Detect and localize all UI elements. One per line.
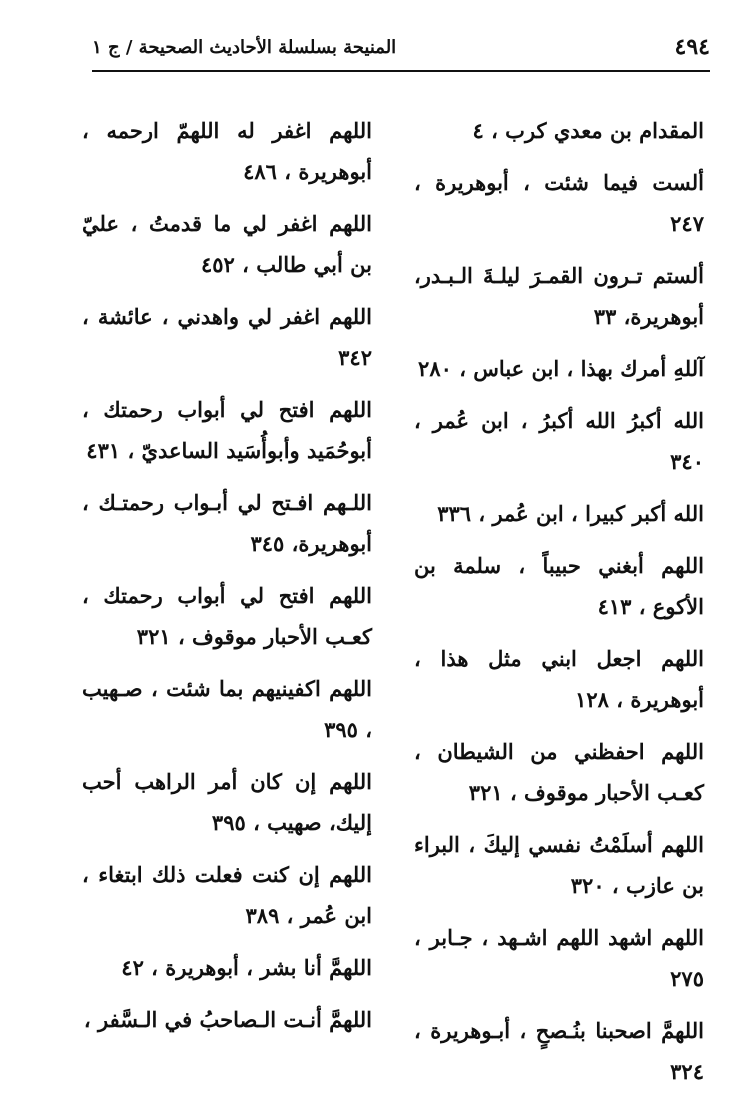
index-entry: اللهمَّ أنا بشر ، أبوهريرة ، ٤٢: [121, 955, 372, 980]
index-entry: اللهم اشهد اللهم اشـهد ، جـابر ، ٢٧٥: [414, 925, 704, 991]
index-entry: اللهم افتح لي أبواب رحمتك ، كعـب الأحبار موقوف ، ٣٢١: [82, 583, 372, 649]
index-column-right: [414, 110, 704, 1103]
index-entry: اللهم إن كان أمر الراهب أحب إليك، صهيب ، ٣٩٥: [82, 769, 372, 835]
index-entry: اللهم اكفينيهم بما شئت ، صـهيب ، ٣٩٥: [82, 676, 372, 742]
page-header: [92, 32, 710, 68]
index-entry: اللهم أسلَمْتُ نفسي إليكَ ، البراء بن عازب ، ٣٢٠: [414, 832, 704, 898]
index-entry: ألست فيما شئت ، أبوهريرة ، ٢٤٧: [414, 170, 704, 236]
index-column-left: [82, 110, 372, 1051]
index-entry: اللـهم افـتح لي أبـواب رحمتـك ، أبوهريرة، ٣٤٥: [82, 490, 372, 556]
index-entry: الله أكبرُ الله أكبرُ ، ابن عُمر ، ٣٤٠: [414, 408, 704, 474]
index-entry: اللهمَّ اصحبنا بنُـصحٍ ، أبـوهريرة ، ٣٢٤: [414, 1018, 704, 1084]
index-entry: المقدام بن معدي كرب ، ٤: [472, 118, 704, 143]
running-title: المنيحة بسلسلة الأحاديث الصحيحة / ج ١: [92, 37, 397, 58]
index-entry: اللهم اغفر لي ما قدمتُ ، عليّ بن أبي طالب ، ٤٥٢: [82, 211, 372, 277]
index-entry: الله أكبر كبيرا ، ابن عُمر ، ٣٣٦: [437, 501, 704, 526]
index-entry: آللهِ أمرك بهذا ، ابن عباس ، ٢٨٠: [418, 356, 704, 381]
page-number: ٤٩٤: [674, 34, 710, 60]
index-entry: اللهم اغفر لي واهدني ، عائشة ، ٣٤٢: [82, 304, 372, 370]
index-entry: اللهم إن كنت فعلت ذلك ابتغاء ، ابن عُمر ، ٣٨٩: [82, 862, 372, 928]
index-entry: اللهم أبغني حبيباً ، سلمة بن الأكوع ، ٤١٣: [414, 553, 704, 619]
header-rule: [92, 70, 710, 72]
index-entry: اللهم افتح لي أبواب رحمتك ، أبوحُمَيد وأبوأُسَيد الساعديّ ، ٤٣١: [82, 397, 372, 463]
index-entry: ألستم تـرون القمـرَ ليلـةَ الـبـدر، أبوهريرة، ٣٣: [414, 263, 704, 329]
index-entry: اللهم اغفر له اللهمّ ارحمه ، أبوهريرة ، ٤٨٦: [82, 118, 372, 184]
index-entry: اللهمَّ أنـت الـصاحبُ في الـسَّفر ،: [83, 1007, 372, 1032]
index-entry: اللهم اجعل ابني مثل هذا ، أبوهريرة ، ١٢٨: [414, 646, 704, 712]
index-entry: اللهم احفظني من الشيطان ، كعـب الأحبار موقوف ، ٣٢١: [414, 739, 704, 805]
